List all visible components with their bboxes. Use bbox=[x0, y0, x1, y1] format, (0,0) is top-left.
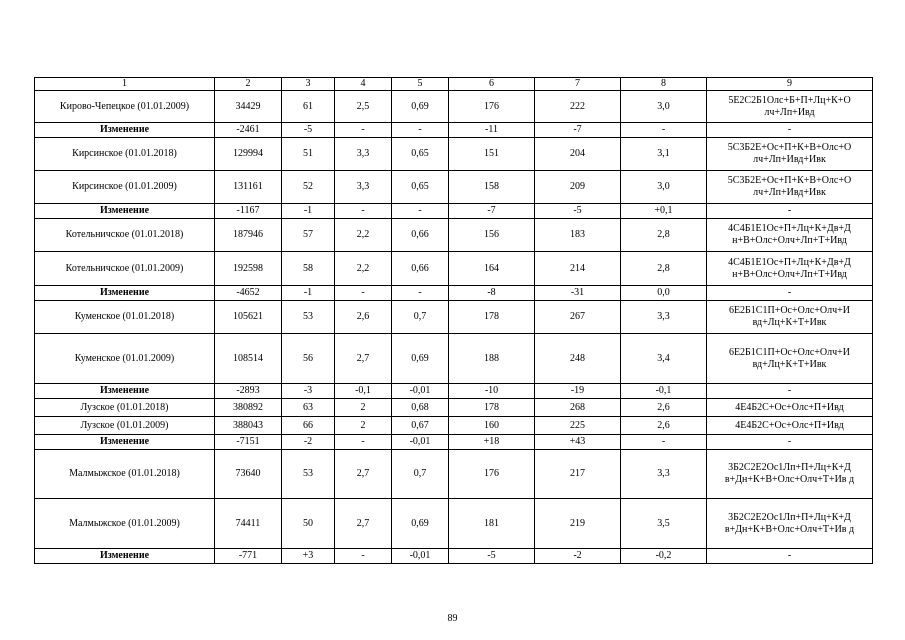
table-cell: 0,69 bbox=[392, 499, 449, 549]
table-cell: 34429 bbox=[215, 91, 282, 123]
table-cell: 105621 bbox=[215, 301, 282, 334]
change-row bbox=[35, 435, 873, 450]
table-cell: 0,69 bbox=[392, 91, 449, 123]
table-cell: 0,0 bbox=[621, 286, 707, 301]
table-cell: -1 bbox=[282, 286, 335, 301]
table-cell: 52 bbox=[282, 171, 335, 204]
table-cell: -1 bbox=[282, 204, 335, 219]
table-cell: - bbox=[335, 286, 392, 301]
table-cell: 3,0 bbox=[621, 91, 707, 123]
table-cell: 2,6 bbox=[621, 399, 707, 417]
table-cell: 2,6 bbox=[335, 301, 392, 334]
change-row bbox=[35, 384, 873, 399]
table-cell: 131161 bbox=[215, 171, 282, 204]
table-cell: 0,69 bbox=[392, 334, 449, 384]
table-cell: 2,7 bbox=[335, 499, 392, 549]
table-cell: -10 bbox=[449, 384, 535, 399]
table-cell: 57 bbox=[282, 219, 335, 252]
change-row bbox=[35, 549, 873, 564]
table-cell: -0,2 bbox=[621, 549, 707, 564]
table-row bbox=[35, 399, 873, 417]
table-cell: 192598 bbox=[215, 252, 282, 286]
table-cell: 268 bbox=[535, 399, 621, 417]
table-cell: 2,8 bbox=[621, 252, 707, 286]
column-header: 4 bbox=[335, 78, 392, 91]
table-cell: -4652 bbox=[215, 286, 282, 301]
table-cell: -5 bbox=[282, 123, 335, 138]
table-cell: -5 bbox=[449, 549, 535, 564]
table-cell: -0,01 bbox=[392, 435, 449, 450]
table-cell: 3,3 bbox=[621, 301, 707, 334]
table-cell: -2893 bbox=[215, 384, 282, 399]
column-header: 7 bbox=[535, 78, 621, 91]
forestry-name-cell: Лузское (01.01.2009) bbox=[35, 417, 215, 435]
table-cell: -1167 bbox=[215, 204, 282, 219]
change-row bbox=[35, 204, 873, 219]
table-cell: 3,5 bbox=[621, 499, 707, 549]
table-cell: 222 bbox=[535, 91, 621, 123]
table-cell: 56 bbox=[282, 334, 335, 384]
table-cell: - bbox=[621, 435, 707, 450]
table-cell: 2 bbox=[335, 417, 392, 435]
table-cell: 156 bbox=[449, 219, 535, 252]
table-cell: -771 bbox=[215, 549, 282, 564]
table-cell: 108514 bbox=[215, 334, 282, 384]
table-cell: 2,2 bbox=[335, 219, 392, 252]
table-cell: - bbox=[707, 286, 873, 301]
table-row bbox=[35, 219, 873, 252]
forestry-name-cell: Изменение bbox=[35, 549, 215, 564]
table-row bbox=[35, 417, 873, 435]
table-row bbox=[35, 91, 873, 123]
table-cell: -5 bbox=[535, 204, 621, 219]
table-row bbox=[35, 138, 873, 171]
change-row bbox=[35, 286, 873, 301]
table-cell: - bbox=[335, 204, 392, 219]
column-header: 2 bbox=[215, 78, 282, 91]
forestry-name-cell: Изменение bbox=[35, 384, 215, 399]
table-cell: 2 bbox=[335, 399, 392, 417]
table-cell: 2,7 bbox=[335, 334, 392, 384]
table-cell: +43 bbox=[535, 435, 621, 450]
table-cell: 2,7 bbox=[335, 450, 392, 499]
table-cell: -2 bbox=[535, 549, 621, 564]
column-header: 9 bbox=[707, 78, 873, 91]
table-cell: -0,1 bbox=[335, 384, 392, 399]
table-cell: 209 bbox=[535, 171, 621, 204]
table-cell: - bbox=[707, 204, 873, 219]
table-cell: 53 bbox=[282, 301, 335, 334]
table-cell: - bbox=[392, 123, 449, 138]
table-cell: 73640 bbox=[215, 450, 282, 499]
table-cell: - bbox=[707, 435, 873, 450]
table-cell: 0,65 bbox=[392, 171, 449, 204]
table-cell: - bbox=[707, 123, 873, 138]
table-cell: 388043 bbox=[215, 417, 282, 435]
table-cell: 164 bbox=[449, 252, 535, 286]
table-cell: 187946 bbox=[215, 219, 282, 252]
forestry-name-cell: Кирсинское (01.01.2018) bbox=[35, 138, 215, 171]
table-cell: - bbox=[335, 549, 392, 564]
table-cell: 0,7 bbox=[392, 450, 449, 499]
table-cell: -3 bbox=[282, 384, 335, 399]
table-cell: 214 bbox=[535, 252, 621, 286]
table-cell: 151 bbox=[449, 138, 535, 171]
table-cell: 225 bbox=[535, 417, 621, 435]
table-cell: 219 bbox=[535, 499, 621, 549]
table-cell: 183 bbox=[535, 219, 621, 252]
forestry-name-cell: Кирово-Чепецкое (01.01.2009) bbox=[35, 91, 215, 123]
table-cell: 3Б2С2Е2Ос1Лп+П+Лц+К+Д в+Дн+К+В+Олс+Олч+Т+Ив д bbox=[707, 499, 873, 549]
forestry-name-cell: Лузское (01.01.2018) bbox=[35, 399, 215, 417]
forestry-name-cell: Котельничское (01.01.2009) bbox=[35, 252, 215, 286]
table-cell: 0,66 bbox=[392, 219, 449, 252]
table-row bbox=[35, 334, 873, 384]
table-cell: 53 bbox=[282, 450, 335, 499]
table-cell: 6Е2Б1С1П+Ос+Олс+Олч+И вд+Лц+К+Т+Ивк bbox=[707, 334, 873, 384]
table-cell: 3,4 bbox=[621, 334, 707, 384]
forestry-name-cell: Кирсинское (01.01.2009) bbox=[35, 171, 215, 204]
table-cell: 3,1 bbox=[621, 138, 707, 171]
table-cell: 129994 bbox=[215, 138, 282, 171]
table-row bbox=[35, 450, 873, 499]
column-header: 5 bbox=[392, 78, 449, 91]
page-number: 89 bbox=[447, 613, 458, 624]
table-cell: 188 bbox=[449, 334, 535, 384]
table-cell: 0,7 bbox=[392, 301, 449, 334]
table-cell: 3,0 bbox=[621, 171, 707, 204]
forestry-name-cell: Куменское (01.01.2018) bbox=[35, 301, 215, 334]
forestry-name-cell: Изменение bbox=[35, 204, 215, 219]
table-cell: 3Б2С2Е2Ос1Лп+П+Лц+К+Д в+Дн+К+В+Олс+Олч+Т+Ив д bbox=[707, 450, 873, 499]
forestry-name-cell: Малмыжское (01.01.2018) bbox=[35, 450, 215, 499]
table-cell: 2,6 bbox=[621, 417, 707, 435]
table-cell: 178 bbox=[449, 301, 535, 334]
column-header: 1 bbox=[35, 78, 215, 91]
table-cell: -31 bbox=[535, 286, 621, 301]
table-cell: - bbox=[707, 549, 873, 564]
table-cell: 4Е4Б2С+Ос+Олс+П+Ивд bbox=[707, 399, 873, 417]
table-cell: -2461 bbox=[215, 123, 282, 138]
table-cell: -2 bbox=[282, 435, 335, 450]
table-cell: 5С3Б2Е+Ос+П+К+В+Олс+О лч+Лп+Ивд+Ивк bbox=[707, 171, 873, 204]
table-cell: 0,67 bbox=[392, 417, 449, 435]
table-cell: 66 bbox=[282, 417, 335, 435]
column-header: 6 bbox=[449, 78, 535, 91]
table-cell: 0,68 bbox=[392, 399, 449, 417]
table-cell: 3,3 bbox=[335, 171, 392, 204]
table-cell: 267 bbox=[535, 301, 621, 334]
table-cell: -0,01 bbox=[392, 549, 449, 564]
table-cell: 50 bbox=[282, 499, 335, 549]
table-cell: -11 bbox=[449, 123, 535, 138]
table-cell: 51 bbox=[282, 138, 335, 171]
table-cell: +18 bbox=[449, 435, 535, 450]
table-cell: 181 bbox=[449, 499, 535, 549]
table-cell: -0,01 bbox=[392, 384, 449, 399]
forestry-name-cell: Изменение bbox=[35, 435, 215, 450]
table-cell: 6Е2Б1С1П+Ос+Олс+Олч+И вд+Лц+К+Т+Ивк bbox=[707, 301, 873, 334]
table-header-row bbox=[35, 78, 873, 91]
table-cell: 61 bbox=[282, 91, 335, 123]
table-cell: 204 bbox=[535, 138, 621, 171]
table-row bbox=[35, 301, 873, 334]
table-cell: - bbox=[392, 286, 449, 301]
table-row bbox=[35, 499, 873, 549]
table-cell: 176 bbox=[449, 450, 535, 499]
change-row bbox=[35, 123, 873, 138]
table-cell: 217 bbox=[535, 450, 621, 499]
table-cell: 176 bbox=[449, 91, 535, 123]
table-cell: 248 bbox=[535, 334, 621, 384]
table-cell: 5Е2С2Б1Олс+Б+П+Лц+К+О лч+Лп+Ивд bbox=[707, 91, 873, 123]
column-header: 8 bbox=[621, 78, 707, 91]
table-cell: -8 bbox=[449, 286, 535, 301]
table-cell: 2,2 bbox=[335, 252, 392, 286]
table-cell: 0,66 bbox=[392, 252, 449, 286]
table-cell: -7 bbox=[535, 123, 621, 138]
data-table bbox=[34, 77, 873, 564]
table-row bbox=[35, 171, 873, 204]
forestry-name-cell: Малмыжское (01.01.2009) bbox=[35, 499, 215, 549]
forestry-name-cell: Котельничское (01.01.2018) bbox=[35, 219, 215, 252]
table-cell: - bbox=[621, 123, 707, 138]
table-cell: 160 bbox=[449, 417, 535, 435]
table-cell: 3,3 bbox=[621, 450, 707, 499]
table-cell: +0,1 bbox=[621, 204, 707, 219]
table-cell: - bbox=[392, 204, 449, 219]
table-cell: +3 bbox=[282, 549, 335, 564]
table-cell: 158 bbox=[449, 171, 535, 204]
table-cell: 63 bbox=[282, 399, 335, 417]
forestry-name-cell: Куменское (01.01.2009) bbox=[35, 334, 215, 384]
table-cell: 178 bbox=[449, 399, 535, 417]
table-cell: - bbox=[707, 384, 873, 399]
table-cell: 4С4Б1Е1Ос+П+Лц+К+Дв+Д н+В+Олс+Олч+Лп+Т+Ивд bbox=[707, 219, 873, 252]
forestry-name-cell: Изменение bbox=[35, 286, 215, 301]
table-cell: - bbox=[335, 435, 392, 450]
table-cell: 380892 bbox=[215, 399, 282, 417]
table-cell: 2,8 bbox=[621, 219, 707, 252]
table-cell: -7151 bbox=[215, 435, 282, 450]
table-cell: -19 bbox=[535, 384, 621, 399]
table-cell: -0,1 bbox=[621, 384, 707, 399]
table-cell: 4С4Б1Е1Ос+П+Лц+К+Дв+Д н+В+Олс+Олч+Лп+Т+Ивд bbox=[707, 252, 873, 286]
table-row bbox=[35, 252, 873, 286]
table-cell: 58 bbox=[282, 252, 335, 286]
column-header: 3 bbox=[282, 78, 335, 91]
forestry-name-cell: Изменение bbox=[35, 123, 215, 138]
table-cell: 2,5 bbox=[335, 91, 392, 123]
table-cell: 5С3Б2Е+Ос+П+К+В+Олс+О лч+Лп+Ивд+Ивк bbox=[707, 138, 873, 171]
table-cell: - bbox=[335, 123, 392, 138]
table-cell: 0,65 bbox=[392, 138, 449, 171]
table-cell: 3,3 bbox=[335, 138, 392, 171]
table-cell: 4Е4Б2С+Ос+Олс+П+Ивд bbox=[707, 417, 873, 435]
table-cell: -7 bbox=[449, 204, 535, 219]
table-cell: 74411 bbox=[215, 499, 282, 549]
